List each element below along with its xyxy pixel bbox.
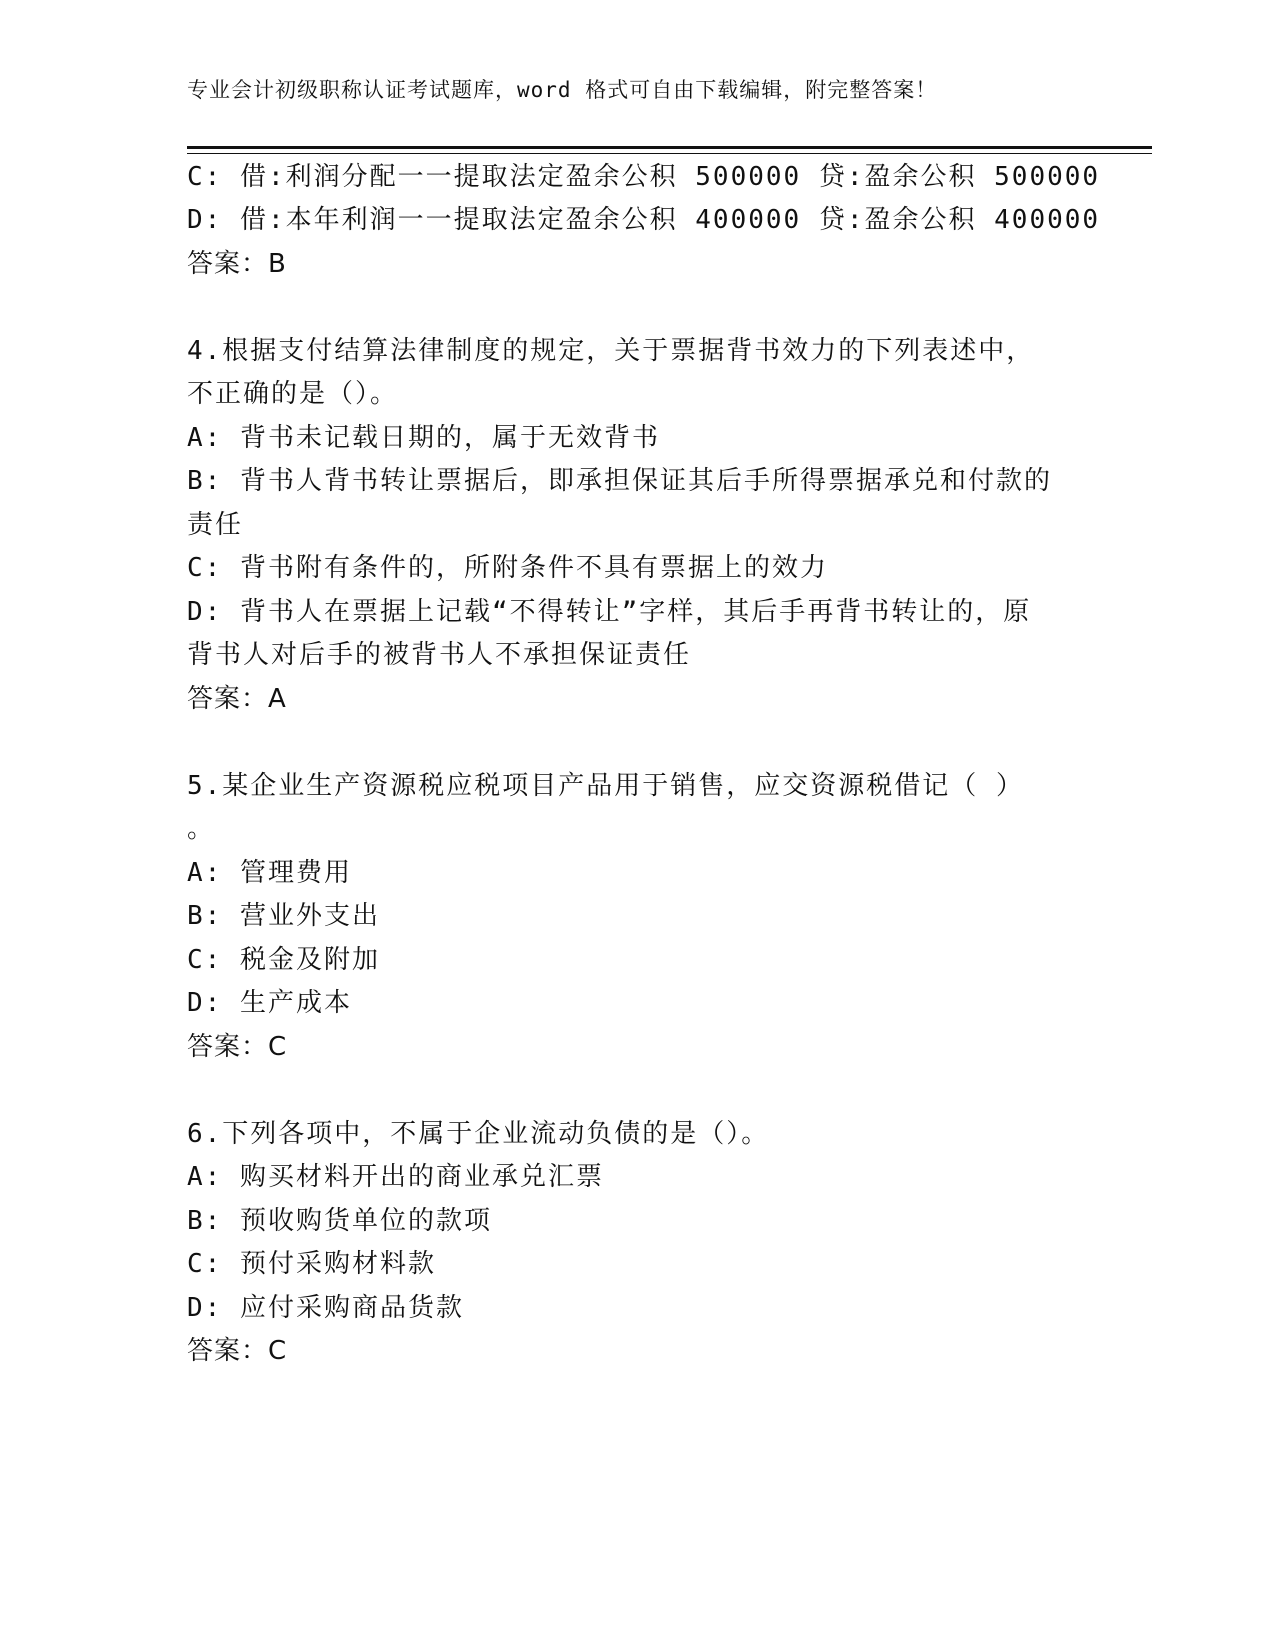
answer-line: 答案：A [187, 684, 287, 714]
header-rule-thick [187, 146, 1152, 149]
answer-line: 答案：B [187, 249, 287, 279]
option-b: B: 背书人背书转让票据后，即承担保证其后手所得票据承兑和付款的 [187, 466, 1052, 496]
answer-line: 答案：C [187, 1032, 288, 1062]
option-a: A: 背书未记载日期的，属于无效背书 [187, 423, 660, 453]
option-b-cont: 责任 [187, 510, 244, 540]
question-4-stem-cont: 不正确的是（）。 [187, 379, 399, 409]
header-rule-thin [187, 153, 1152, 154]
option-c: C: 预付采购材料款 [187, 1249, 436, 1279]
option-c: C: 借:利润分配一一提取法定盈余公积 500000 贷:盈余公积 500000 [187, 162, 1101, 192]
option-c: C: 背书附有条件的，所附条件不具有票据上的效力 [187, 553, 828, 583]
option-b: B: 预收购货单位的款项 [187, 1206, 492, 1236]
option-b: B: 营业外支出 [187, 901, 380, 931]
option-d: D: 借:本年利润一一提取法定盈余公积 400000 贷:盈余公积 400000 [187, 205, 1101, 235]
question-5-stem: 5.某企业生产资源税应税项目产品用于销售，应交资源税借记（ ） [187, 771, 1024, 801]
option-d: D: 背书人在票据上记载“不得转让”字样，其后手再背书转让的，原 [187, 597, 1032, 627]
question-6-stem: 6.下列各项中，不属于企业流动负债的是（）。 [187, 1119, 770, 1149]
document-header: 专业会计初级职称认证考试题库，word 格式可自由下载编辑，附完整答案！ [187, 78, 938, 102]
option-c: C: 税金及附加 [187, 945, 380, 975]
question-5-stem-cont: 。 [187, 814, 216, 844]
option-d: D: 应付采购商品货款 [187, 1293, 464, 1323]
answer-line: 答案：C [187, 1336, 288, 1366]
option-d-cont: 背书人对后手的被背书人不承担保证责任 [187, 640, 692, 670]
option-d: D: 生产成本 [187, 988, 352, 1018]
option-a: A: 购买材料开出的商业承兑汇票 [187, 1162, 604, 1192]
option-a: A: 管理费用 [187, 858, 352, 888]
question-4-stem: 4.根据支付结算法律制度的规定，关于票据背书效力的下列表述中， [187, 336, 1035, 366]
